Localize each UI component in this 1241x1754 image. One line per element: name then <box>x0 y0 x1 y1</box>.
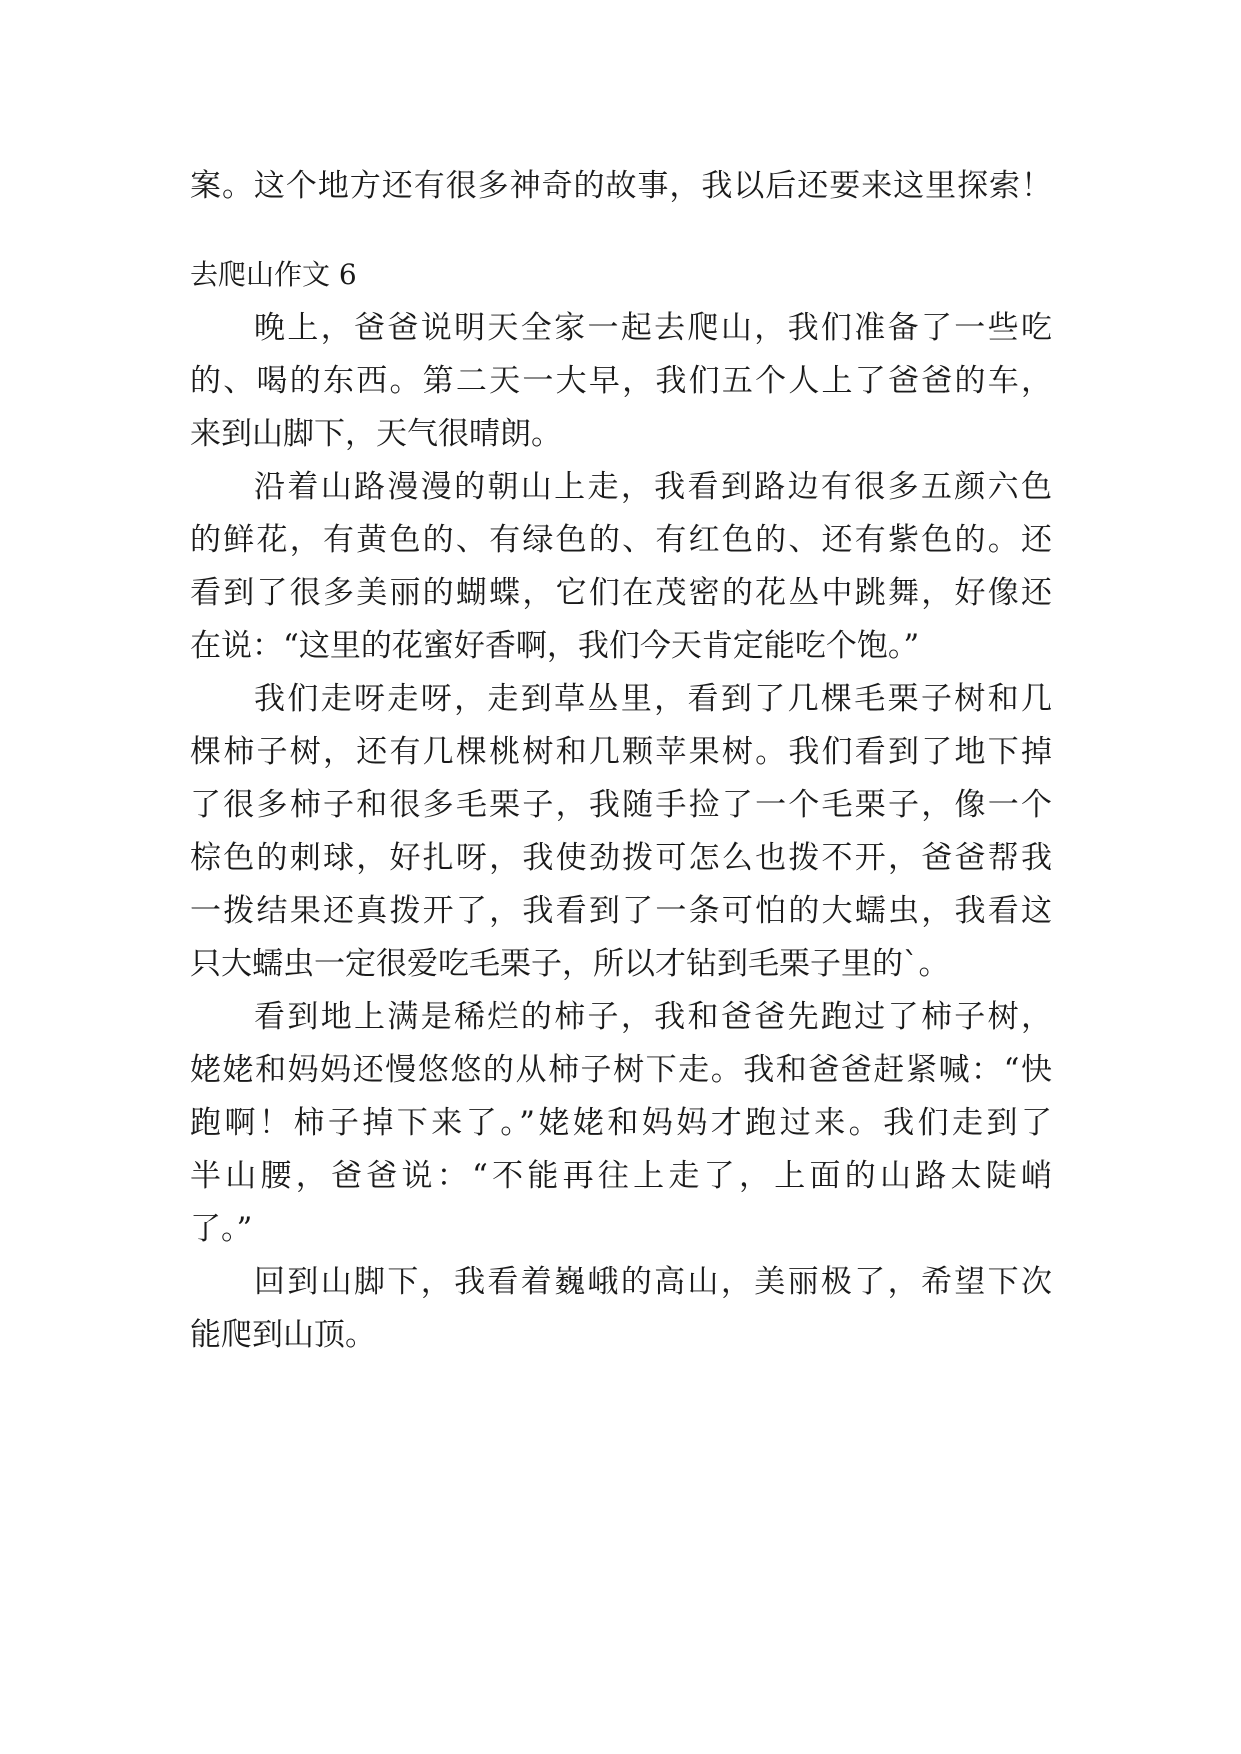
essay-title: 去爬山作文 6 <box>190 258 357 291</box>
text-line: 看到了很多美丽的蝴蝶，它们在茂密的花丛中跳舞，好像还 <box>190 575 1052 611</box>
text-line: 看到地上满是稀烂的柿子，我和爸爸先跑过了柿子树， <box>254 999 1052 1035</box>
text-line: 回到山脚下，我看着巍峨的高山，美丽极了，希望下次 <box>254 1264 1052 1300</box>
text-line: 棵柿子树，还有几棵桃树和几颗苹果树。我们看到了地下掉 <box>190 734 1052 770</box>
text-line: 的鲜花，有黄色的、有绿色的、有红色的、还有紫色的。还 <box>190 522 1052 558</box>
text-line: 来到山脚下，天气很晴朗。 <box>190 416 562 452</box>
text-line: 棕色的刺球，好扎呀，我使劲拨可怎么也拨不开，爸爸帮我 <box>190 840 1052 876</box>
text-line: 了很多柿子和很多毛栗子，我随手捡了一个毛栗子，像一个 <box>190 787 1052 823</box>
text-line: 了。” <box>190 1211 253 1247</box>
text-line: 晚上，爸爸说明天全家一起去爬山，我们准备了一些吃 <box>254 310 1052 346</box>
text-line: 一拨结果还真拨开了，我看到了一条可怕的大蠕虫，我看这 <box>190 893 1052 929</box>
carryover-text-line: 案。这个地方还有很多神奇的故事，我以后还要来这里探索！ <box>190 168 1052 204</box>
text-line: 姥姥和妈妈还慢悠悠的从柿子树下走。我和爸爸赶紧喊：“快 <box>190 1052 1052 1088</box>
text-line: 我们走呀走呀，走到草丛里，看到了几棵毛栗子树和几 <box>254 681 1052 717</box>
text-line: 半山腰，爸爸说：“不能再往上走了，上面的山路太陡峭 <box>190 1158 1052 1194</box>
text-line: 的、喝的东西。第二天一大早，我们五个人上了爸爸的车， <box>190 363 1052 399</box>
text-line: 沿着山路漫漫的朝山上走，我看到路边有很多五颜六色 <box>254 469 1052 505</box>
text-line: 在说：“这里的花蜜好香啊，我们今天肯定能吃个饱。” <box>190 628 920 664</box>
text-line: 能爬到山顶。 <box>190 1317 376 1353</box>
text-line: 只大蠕虫一定很爱吃毛栗子，所以才钻到毛栗子里的`。 <box>190 946 950 982</box>
text-line: 跑啊！柿子掉下来了。”姥姥和妈妈才跑过来。我们走到了 <box>190 1105 1052 1141</box>
